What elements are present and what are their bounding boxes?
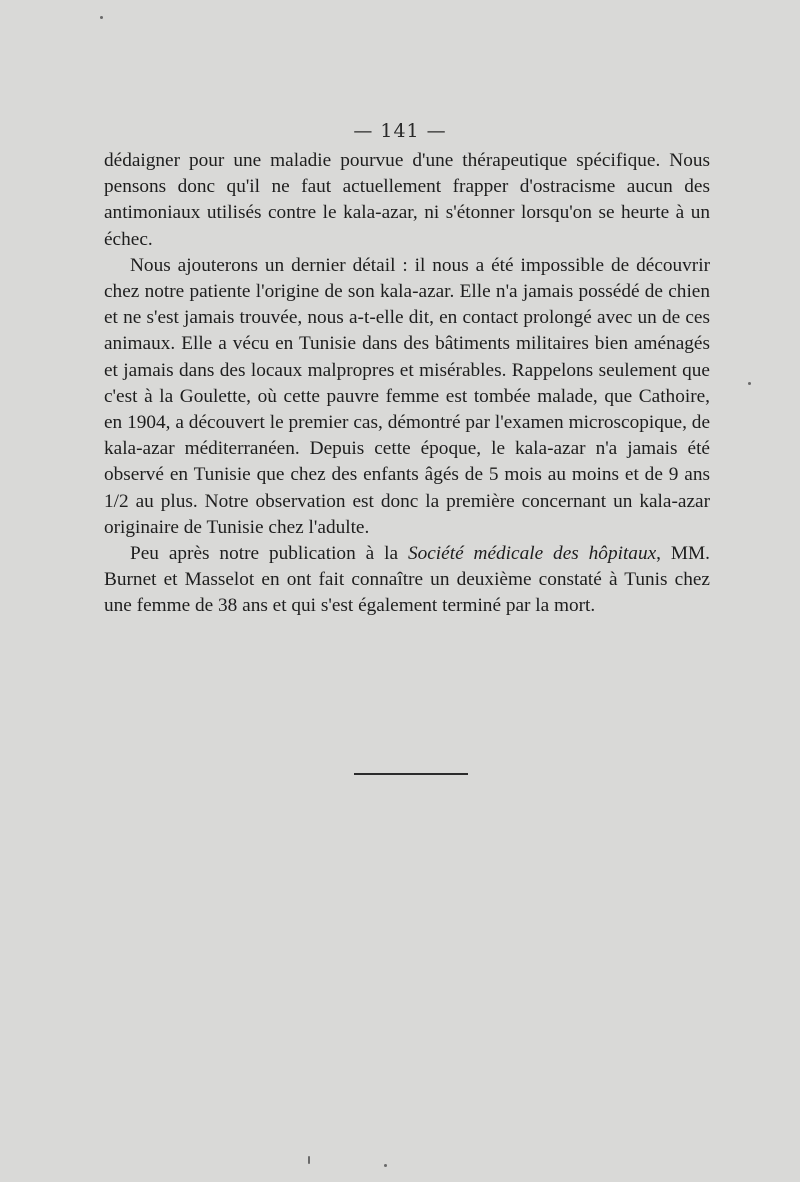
paper-speck [384, 1164, 387, 1167]
paragraph-2: Nous ajouterons un dernier détail : il nous a été impossible de découvrir chez notre patiente l'origine de son kala-azar. Elle n'a jamais possédé de chien et ne s'est jamais trouvée, nous a-t-elle dit, en contact prolongé avec un de ces animaux. Elle a vécu en Tunisie dans des bâtiments militaires bien aménagés et jamais dans des locaux malpropres et misérables. Rappelons seulement que c'est à la Goulette, où cette pauvre femme est tombée malade, que Cathoire, en 1904, a découvert le premier cas, démontré par l'examen microscopique, de kala-azar méditerranéen. Depuis cette époque, le kala-azar n'a jamais été observé en Tunisie que chez des enfants âgés de 5 mois au moins et de 9 ans 1/2 au plus. Notre observation est donc la première concernant un kala-azar originaire de Tunisie chez l'adulte. [104, 254, 710, 538]
body-text [104, 148, 710, 620]
paragraph-1: dédaigner pour une maladie pourvue d'une thérapeutique spécifique. Nous pensons donc qu'il ne faut actuellement frapper d'ostracisme aucun des antimoniaux utilisés contre le kala-azar, ni s'étonner lorsqu'on se heurte à un échec. [104, 150, 710, 250]
paper-speck [100, 16, 103, 19]
paragraph-3-before: Peu après notre publication à la [130, 543, 408, 565]
paper-speck [308, 1156, 310, 1164]
journal-title: Société médicale des hôpitaux [407, 543, 657, 565]
paragraph-3 [104, 541, 710, 620]
end-rule [354, 773, 468, 775]
paper-speck [748, 382, 751, 385]
paragraph-3-after: , MM. Burnet et Masselot en ont fait connaître un deuxième constaté à Tunis chez une femme de 38 ans et qui s'est également terminé par la mort. [104, 543, 711, 617]
page-number: — 141 — [353, 120, 447, 142]
